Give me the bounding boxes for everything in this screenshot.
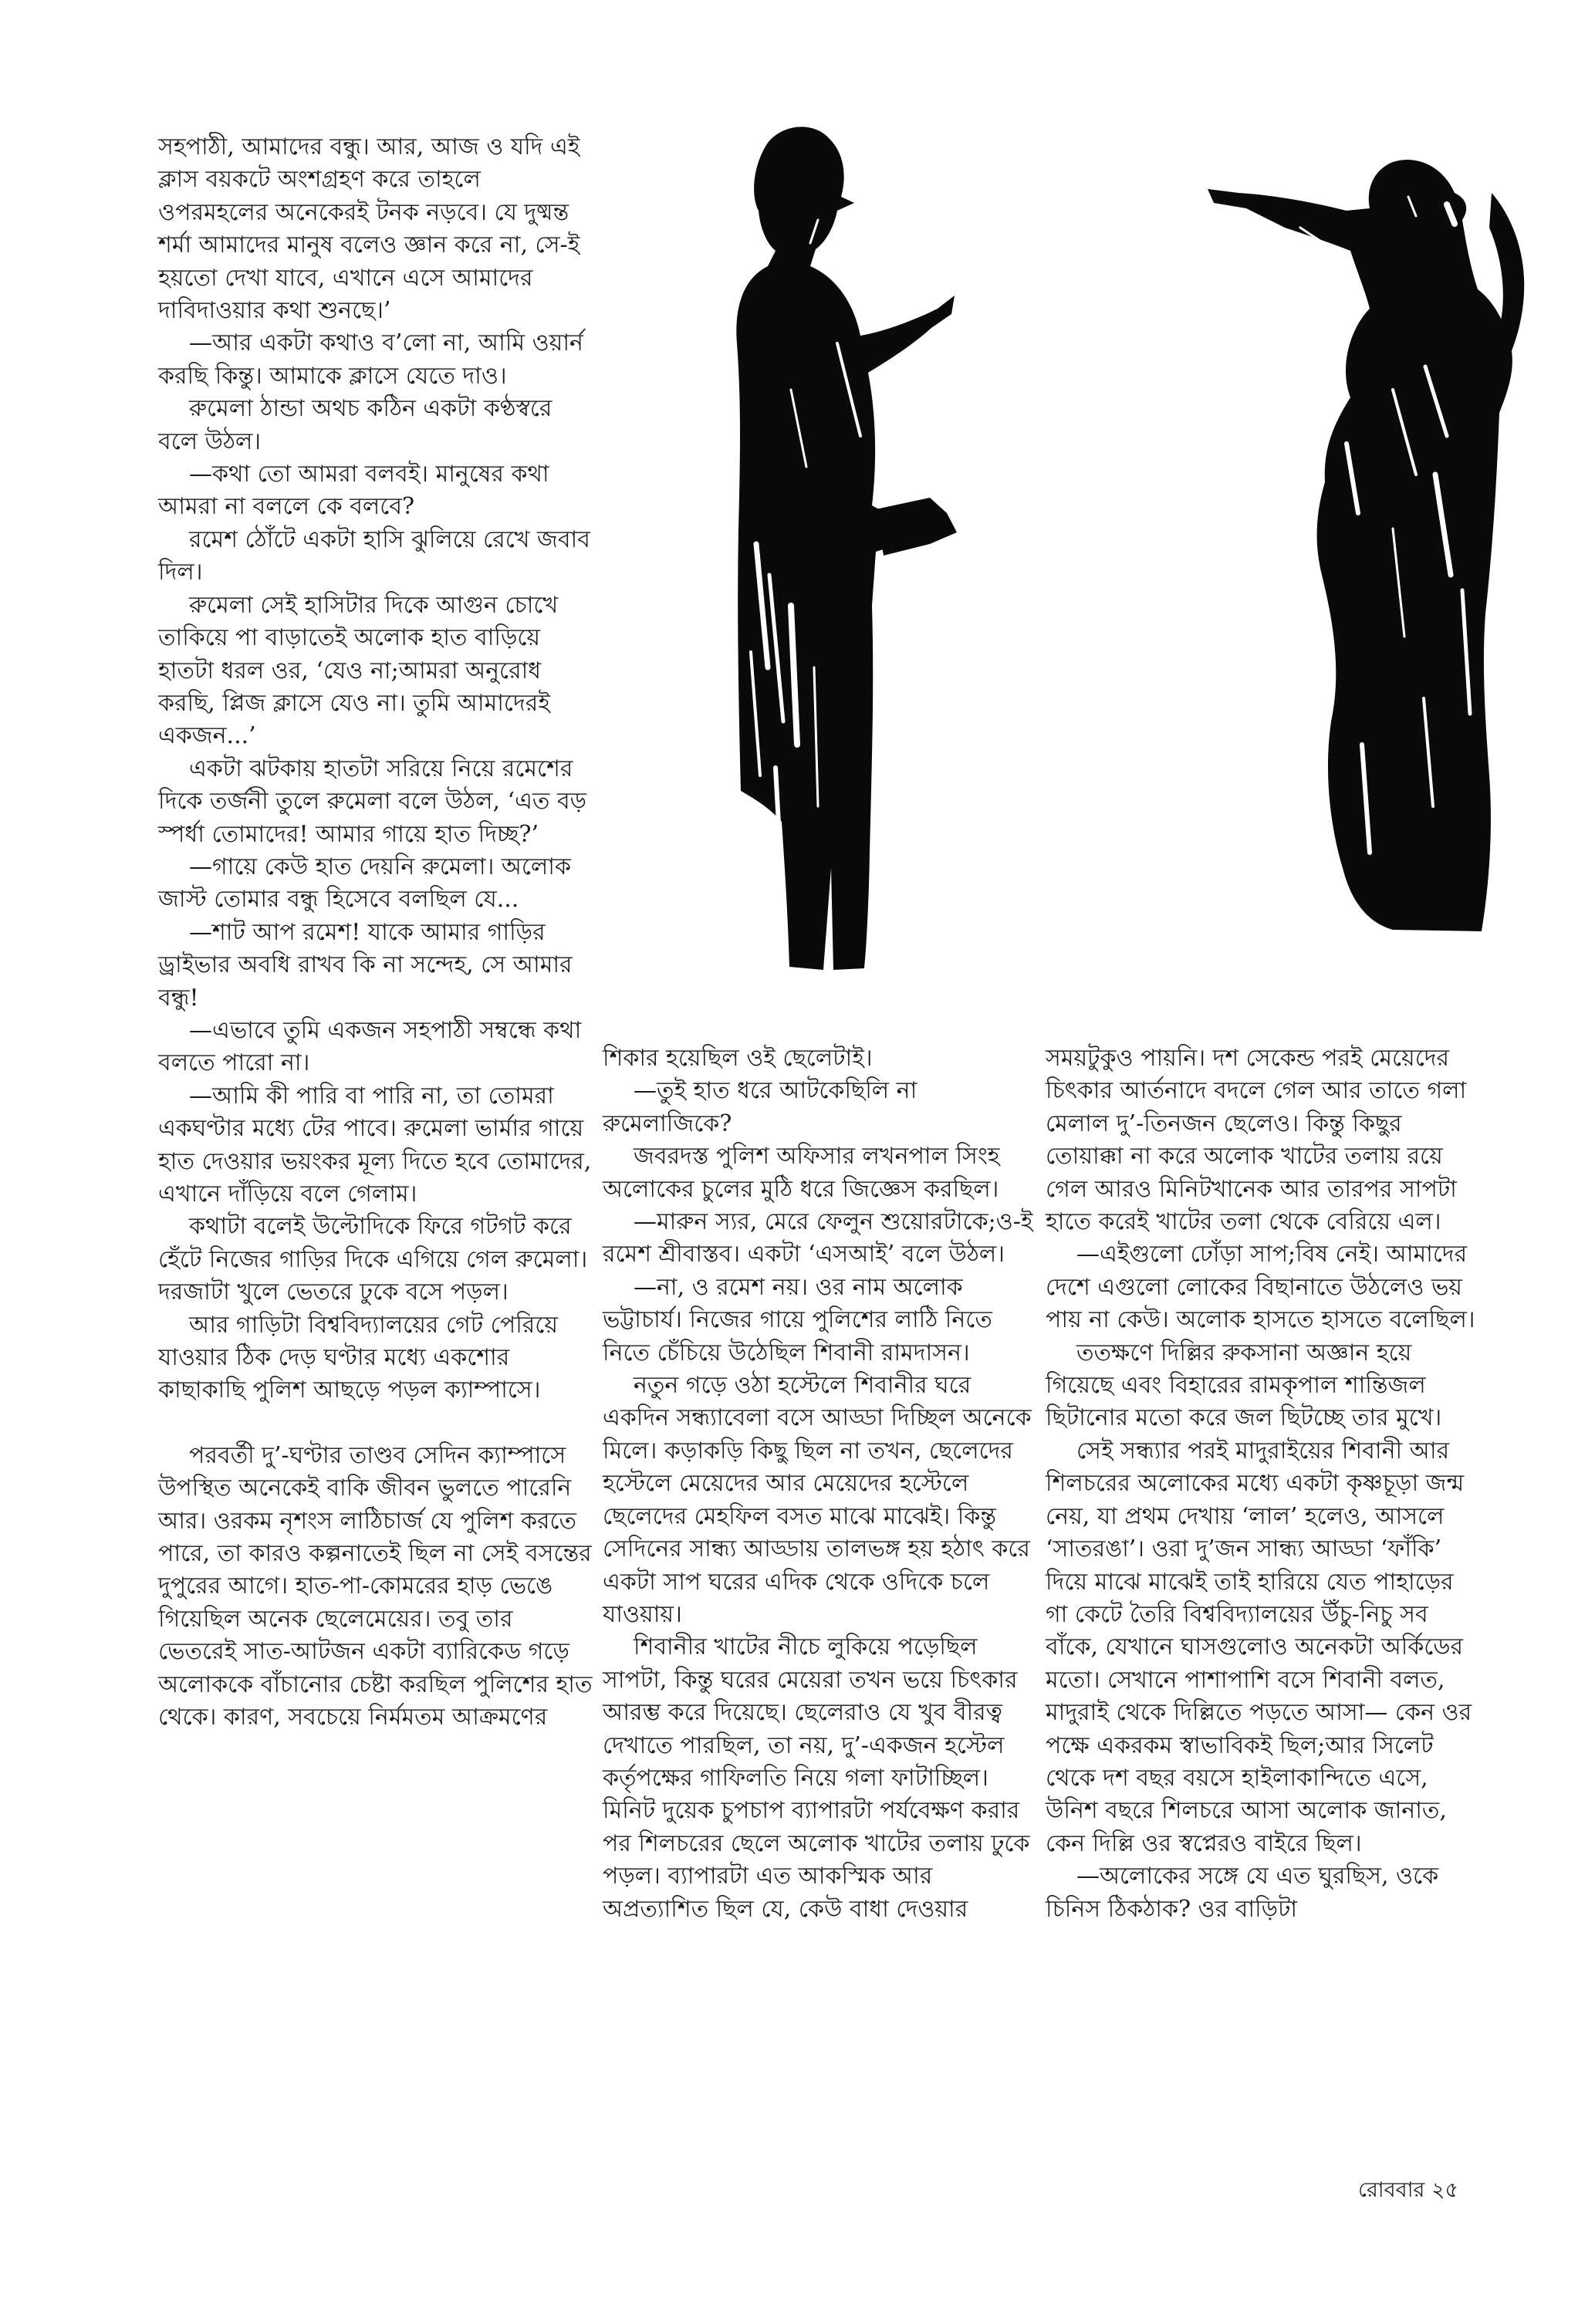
paragraph: —মারুন স্যর, মেরে ফেলুন শুয়োরটাকে;ও-ই রমেশ শ্রীবাস্তব। একটা ‘এসআই’ বলে উঠল। xyxy=(603,1208,1033,1268)
paragraph: —তুই হাত ধরে আটকেছিলি না রুমেলাজিকে? xyxy=(603,1077,917,1137)
paragraph: রুমেলা ঠান্ডা অথচ কঠিন একটা কণ্ঠস্বরে বলে উঠল। xyxy=(158,395,553,455)
paragraph: —আর একটা কথাও ব’লো না, আমি ওয়ার্ন করছি কিন্তু। আমাকে ক্লাসে যেতে দাও। xyxy=(158,329,583,390)
paragraph: পরবর্তী দু’-ঘণ্টার তাণ্ডব সেদিন ক্যাম্পাসে উপস্থিত অনেকেই বাকি জীবন ভুলতে পারেনি আর। ওরকম নৃশংস লাঠিচার্জ যে পুলিশ করতে পারে, তা কারও কল্পনাতেই ছিল না সেই বসন্তের দুপুরের আগে। হাত-পা-কোমরের হাড় ভেঙে গিয়েছিল অনেক ছেলেমেয়ের। তবু তার ভেতরেই সাত-আটজন একটা ব্যারিকেড গড়ে অলোককে বাঁচানোর চেষ্টা করছিল পুলিশের হাত থেকে। কারণ, সবচেয়ে নির্মমতম আক্রমণের xyxy=(158,1441,593,1731)
paragraph: নতুন গড়ে ওঠা হস্টেলে শিবানীর ঘরে একদিন সন্ধ্যাবেলা বসে আড্ডা দিচ্ছিল অনেকে মিলে। কড়াকড়ি কিছু ছিল না তখন, ছেলেদের হস্টেলে মেয়েদের আর মেয়েদের হস্টেলে ছেলেদের মেহফিল বসত মাঝে মাঝেই। কিন্তু সেদিনের সান্ধ্য আড্ডায় তালভঙ্গ হয় হঠাৎ করে একটা সাপ ঘরের এদিক থেকে ওদিকে চলে যাওয়ায়। xyxy=(603,1372,1032,1628)
paragraph: সেই সন্ধ্যার পরই মাদুরাইয়ের শিবানী আর শিলচরের অলোকের মধ্যে একটা কৃষ্ণচূড়া জন্ম নেয়, যা প্রথম দেখায় ‘লাল’ হলেও, আসলে ‘সাতরঙা’। ওরা দু’জন সান্ধ্য আড্ডা ‘ফাঁকি’ দিয়ে মাঝে মাঝেই তাই হারিয়ে যেত পাহাড়ের গা কেটে তৈরি বিশ্ববিদ্যালয়ের উঁচু-নিচু সব বাঁকে, যেখানে ঘাসগুলোও অনেকটা অর্কিডের মতো। সেখানে পাশাপাশি বসে শিবানী বলত, মাদুরাই থেকে দিল্লিতে পড়তে আসা— কেন ওর পক্ষে একরকম স্বাভাবিকই ছিল;আর সিলেট থেকে দশ বছর বয়সে হাইলাকান্দিতে এসে, উনিশ বছরে শিলচরে আসা অলোক জানাত, কেন দিল্লি ওর স্বপ্নেরও বাইরে ছিল। xyxy=(1046,1437,1472,1857)
paragraph: জবরদস্ত পুলিশ অফিসার লখনপাল সিংহ অলোকের চুলের মুঠি ধরে জিজ্ঞেস করছিল। xyxy=(603,1143,1000,1203)
paragraph: —এইগুলো ঢোঁড়া সাপ;বিষ নেই। আমাদের দেশে এগুলো লোকের বিছানাতে উঠলেও ভয় পায় না কেউ। অলোক হাসতে হাসতে বলেছিল। xyxy=(1046,1241,1475,1334)
paragraph: —গায়ে কেউ হাত দেয়নি রুমেলা। অলোক জাস্ট তোমার বন্ধু হিসেবে বলছিল যে... xyxy=(158,853,571,914)
paragraph: ততক্ষণে দিল্লির রুকসানা অজ্ঞান হয়ে গিয়েছে এবং বিহারের রামকৃপাল শান্তিজল ছিটানোর মতো করে জল ছিটচ্ছে তার মুখে। xyxy=(1046,1339,1442,1432)
man-silhouette xyxy=(736,127,957,970)
paragraph: একটা ঝটকায় হাতটা সরিয়ে নিয়ে রমেশের দিকে তর্জনী তুলে রুমেলা বলে উঠল, ‘এত বড় স্পর্ধা তোমাদের! আমার গায়ে হাত দিচ্ছ?’ xyxy=(158,755,587,848)
paragraph: —এভাবে তুমি একজন সহপাঠী সম্বন্ধে কথা বলতে পারো না। xyxy=(158,1016,582,1077)
paragraph: সময়টুকুও পায়নি। দশ সেকেন্ড পরই মেয়েদের চিৎকার আর্তনাদে বদলে গেল আর তাতে গলা মেলাল দু’-তিনজন ছেলেও। কিন্তু কিছুর তোয়াক্কা না করে অলোক খাটের তলায় রয়ে গেল আরও মিনিটখানেক আর তারপর সাপটা হাতে করেই খাটের তলা থেকে বেরিয়ে এল। xyxy=(1046,1045,1467,1236)
paragraph: কথাটা বলেই উল্টোদিকে ফিরে গটগট করে হেঁটে নিজের গাড়ির দিকে এগিয়ে গেল রুমেলা। দরজাটা খুলে ভেতরে ঢুকে বসে পড়ল। xyxy=(158,1213,588,1306)
paragraph: —আমি কী পারি বা পারি না, তা তোমরা একঘণ্টার মধ্যে টের পাবে। রুমেলা ভার্মার গায়ে হাত দেওয়ার ভয়ংকর মূল্য দিতে হবে তোমাদের, এখানে দাঁড়িয়ে বলে গেলাম। xyxy=(158,1082,592,1208)
paragraph: —না, ও রমেশ নয়। ওর নাম অলোক ভট্টাচার্য। নিজের গায়ে পুলিশের লাঠি নিতে নিতে চেঁচিয়ে উঠেছিল শিবানী রামদাসন। xyxy=(603,1273,992,1366)
text-column-middle xyxy=(603,1042,1039,1926)
text-column-left xyxy=(158,131,594,1735)
paragraph: —কথা তো আমরা বলবই। মানুষের কথা আমরা না বললে কে বলবে? xyxy=(158,461,549,521)
paragraph: আর গাড়িটা বিশ্ববিদ্যালয়ের গেট পেরিয়ে যাওয়ার ঠিক দেড় ঘণ্টার মধ্যে একশোর কাছাকাছি পুলিশ আছড়ে পড়ল ক্যাম্পাসে। xyxy=(158,1311,559,1404)
paragraph: সহপাঠী, আমাদের বন্ধু। আর, আজ ও যদি এই ক্লাস বয়কটে অংশগ্রহণ করে তাহলে ওপরমহলের অনেকেরই টনক নড়বে। যে দুষ্মন্ত শর্মা আমাদের মানুষ বলেও জ্ঞান করে না, সে-ই হয়তো দেখা যাবে, এখানে এসে আমাদের দাবিদাওয়ার কথা শুনছে।’ xyxy=(158,133,580,325)
paragraph: —শাট আপ রমেশ! যাকে আমার গাড়ির ড্রাইভার অবধি রাখব কি না সন্দেহ, সে আমার বন্ধু! xyxy=(158,918,573,1012)
silhouette-illustration xyxy=(652,112,1555,1018)
text-column-right xyxy=(1046,1042,1478,1926)
paragraph: শিবানীর খাটের নীচে লুকিয়ে পড়েছিল সাপটা, কিন্তু ঘরের মেয়েরা তখন ভয়ে চিৎকার আরম্ভ করে দিয়েছে। ছেলেরাও যে খুব বীরত্ব দেখাতে পারছিল, তা নয়, দু’-একজন হস্টেল কর্তৃপক্ষের গাফিলতি নিয়ে গলা ফাটাচ্ছিল। মিনিট দুয়েক চুপচাপ ব্যাপারটা পর্যবেক্ষণ করার পর শিলচরের ছেলে অলোক খাটের তলায় ঢুকে পড়ল। ব্যাপারটা এত আকস্মিক আর অপ্রত্যাশিত ছিল যে, কেউ বাধা দেওয়ার xyxy=(603,1633,1030,1923)
paragraph: রমেশ ঠোঁটে একটা হাসি ঝুলিয়ে রেখে জবাব দিল। xyxy=(158,525,590,586)
paragraph: —অলোকের সঙ্গে যে এত ঘুরছিস, ওকে চিনিস ঠিকঠাক? ওর বাড়িটা xyxy=(1046,1863,1439,1923)
page-folio: রোববার ২৫ xyxy=(1358,2178,1459,2202)
paragraph: রুমেলা সেই হাসিটার দিকে আগুন চোখে তাকিয়ে পা বাড়াতেই অলোক হাত বাড়িয়ে হাতটা ধরল ওর, ‘যেও না;আমরা অনুরোধ করছি, প্লিজ ক্লাসে যেও না। তুমি আমাদেরই একজন...’ xyxy=(158,591,559,750)
paragraph: শিকার হয়েছিল ওই ছেলেটাই। xyxy=(603,1045,873,1072)
